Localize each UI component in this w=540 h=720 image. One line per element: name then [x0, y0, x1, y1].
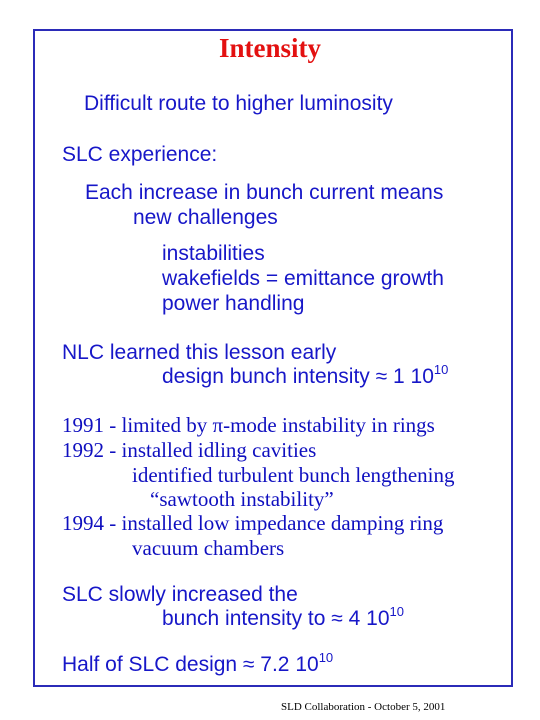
challenge-item-power: power handling — [162, 292, 305, 315]
bunch-current-line: Each increase in bunch current means — [85, 181, 444, 204]
slc-experience-heading: SLC experience: — [62, 143, 218, 166]
new-challenges-line: new challenges — [133, 206, 278, 229]
slc-design-line — [62, 652, 333, 678]
history-1991-line: 1991 - limited by π-mode instability in rings — [62, 413, 435, 437]
slide-title: Intensity — [218, 33, 321, 63]
history-1992-line: 1992 - installed idling cavities — [62, 438, 317, 462]
slc-design-text: Half of SLC design ≈ 7.2 10 — [62, 653, 319, 676]
history-sawtooth-line: “sawtooth instability” — [150, 487, 334, 511]
challenge-item-wakefields: wakefields = emittance growth — [162, 267, 444, 290]
history-1994-detail-line: vacuum chambers — [132, 536, 285, 560]
slc-intensity-line — [162, 606, 404, 632]
nlc-design-intensity-text: design bunch intensity ≈ 1 10 — [162, 365, 434, 388]
nlc-design-intensity-line — [162, 364, 448, 390]
slc-intensity-exponent: 10 — [389, 604, 404, 619]
history-1994-line: 1994 - installed low impedance damping ring — [62, 511, 444, 535]
intro-line: Difficult route to higher luminosity — [84, 92, 393, 115]
history-1992-detail-line: identified turbulent bunch lengthening — [132, 463, 455, 487]
nlc-lesson-heading: NLC learned this lesson early — [62, 341, 337, 364]
slc-increase-line: SLC slowly increased the — [62, 583, 298, 606]
challenge-item-instabilities: instabilities — [162, 242, 265, 265]
nlc-design-intensity-exponent: 10 — [433, 362, 449, 377]
slc-intensity-text: bunch intensity to ≈ 4 10 — [162, 607, 390, 630]
slc-design-exponent: 10 — [318, 650, 334, 665]
footer-credit: SLD Collaboration - October 5, 2001 — [281, 701, 446, 713]
